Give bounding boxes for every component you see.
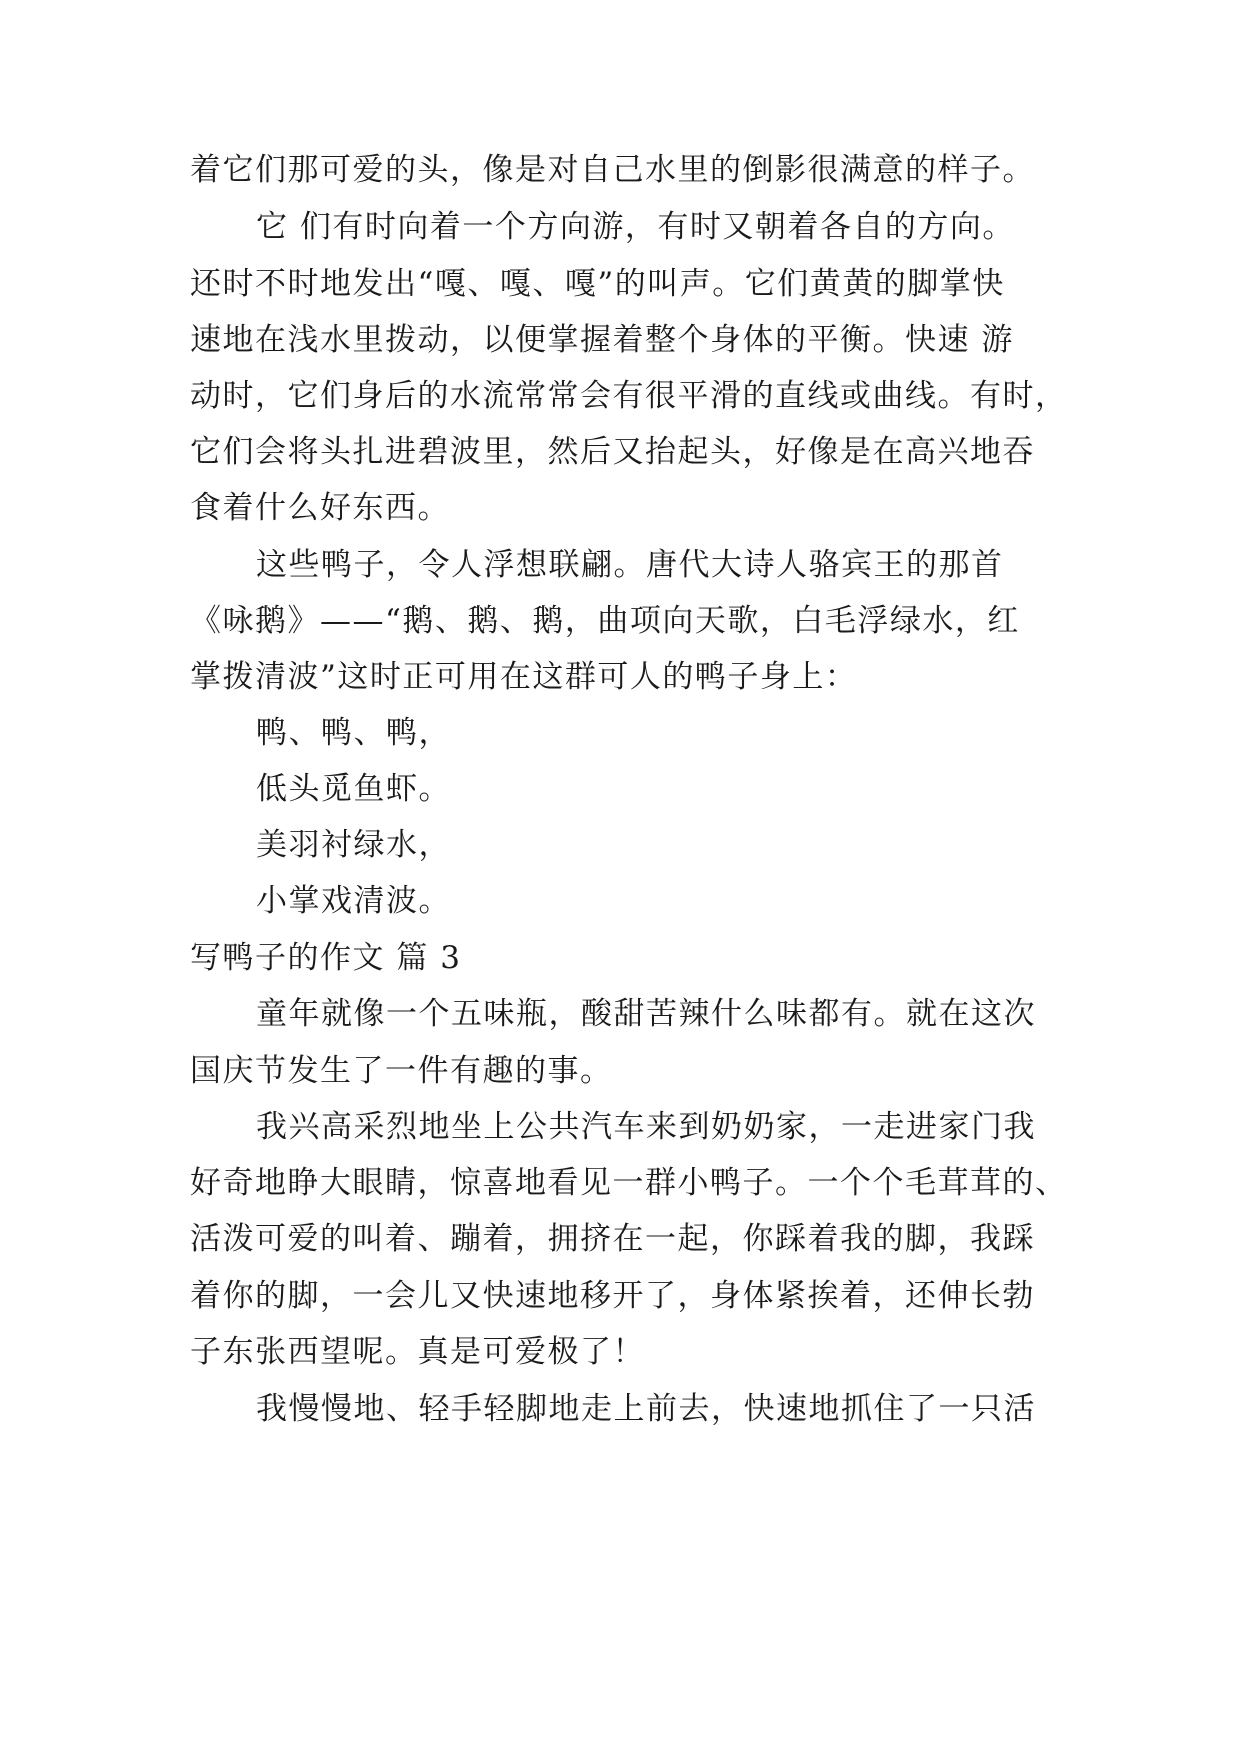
text-line: 着它们那可爱的头，像是对自己水里的倒影很满意的样子。 [190, 152, 1035, 188]
poem-line: 低头觅鱼虾。 [256, 771, 451, 807]
text-line: 好奇地睁大眼睛，惊喜地看见一群小鸭子。一个个毛茸茸的、 [190, 1165, 1068, 1201]
text-line: 它们会将头扎进碧波里，然后又抬起头，好像是在高兴地吞 [190, 434, 1035, 470]
text-line: 子东张西望呢。真是可爱极了！ [190, 1334, 645, 1370]
text-line: 我兴高采烈地坐上公共汽车来到奶奶家，一走进家门我 [256, 1109, 1036, 1145]
text-line: 食着什么好东西。 [190, 490, 450, 526]
text-line: 速地在浅水里拨动，以便掌握着整个身体的平衡。快速 游 [190, 322, 1014, 358]
text-line: 童年就像一个五味瓶，酸甜苦辣什么味都有。就在这次 [256, 996, 1036, 1032]
text-line: 国庆节发生了一件有趣的事。 [190, 1053, 613, 1089]
text-line: 《咏鹅》——“鹅、鹅、鹅，曲项向天歌，白毛浮绿水，红 [190, 603, 1020, 639]
text-line: 动时，它们身后的水流常常会有很平滑的直线或曲线。有时， [190, 378, 1068, 414]
text-line: 还时不时地发出“嘎、嘎、嘎”的叫声。它们黄黄的脚掌快 [190, 266, 1005, 302]
text-line: 着你的脚，一会儿又快速地移开了，身体紧挨着，还伸长勃 [190, 1278, 1035, 1314]
text-line: 它 们有时向着一个方向游，有时又朝着各自的方向。 [256, 209, 1015, 245]
poem-line: 美羽衬绿水， [256, 827, 451, 863]
text-line: 掌拨清波”这时正可用在这群可人的鸭子身上： [190, 659, 858, 695]
section-heading: 写鸭子的作文 篇 3 [190, 940, 462, 976]
text-line: 这些鸭子，令人浮想联翩。唐代大诗人骆宾王的那首 [256, 547, 1004, 583]
text-line: 我慢慢地、轻手轻脚地走上前去，快速地抓住了一只活 [256, 1391, 1036, 1427]
text-line: 活泼可爱的叫着、蹦着，拥挤在一起，你踩着我的脚，我踩 [190, 1221, 1035, 1257]
poem-line: 鸭、鸭、鸭， [256, 715, 451, 751]
poem-line: 小掌戏清波。 [256, 883, 451, 919]
